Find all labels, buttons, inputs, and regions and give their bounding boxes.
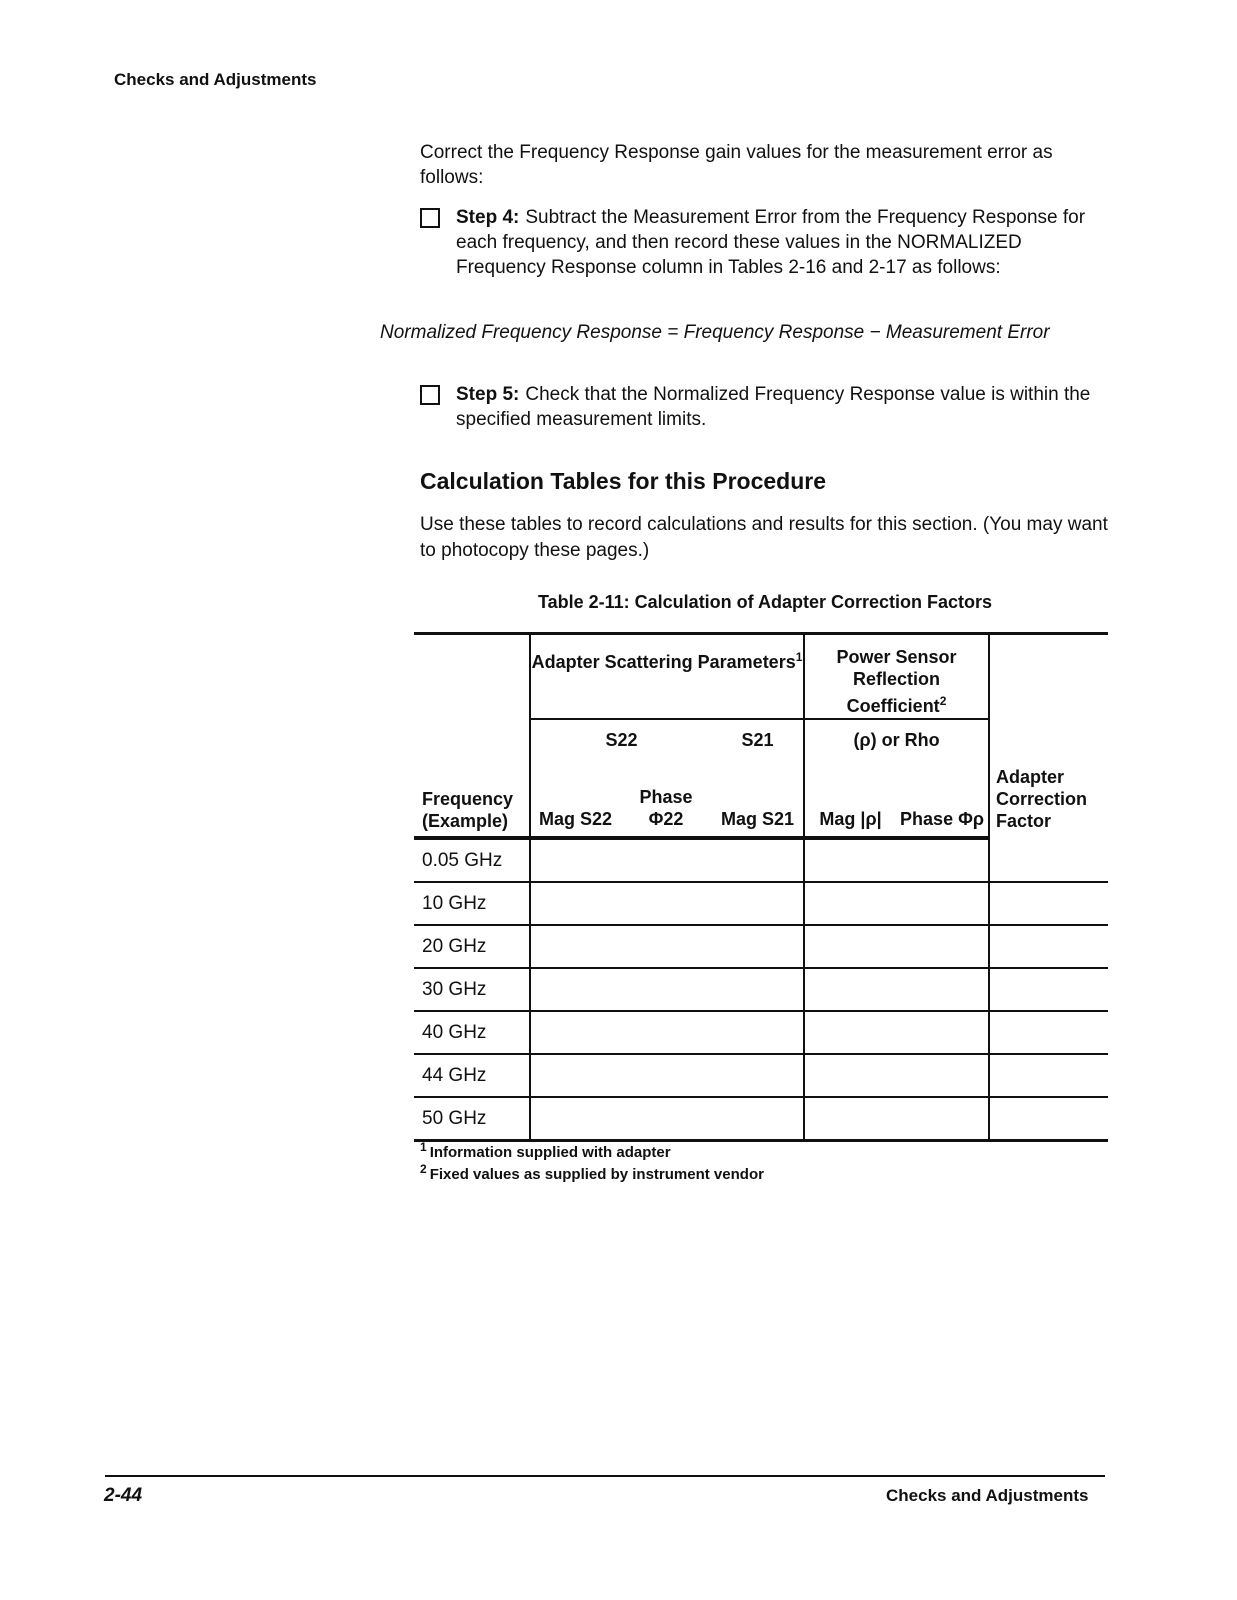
step-5 [420,382,1110,432]
col-mag-s22: Mag S22 [530,770,620,838]
step-5-label: Step 5: [456,384,520,405]
entry-cell[interactable] [989,882,1108,925]
table-caption: Table 2-11: Calculation of Adapter Correction Factors [537,592,993,612]
frequency-cell: 0.05 GHz [422,849,503,871]
step-4-label: Step 4: [456,207,520,228]
entry-cell[interactable] [804,1097,989,1141]
entry-cell[interactable] [989,1097,1108,1141]
frequency-cell: 30 GHz [414,968,530,1011]
table-row [414,1097,1108,1141]
col-mag-rho: Mag |ρ| [804,770,896,838]
entry-cell[interactable] [804,968,989,1011]
running-footer: Checks and Adjustments [886,1486,1089,1505]
entry-cell[interactable] [530,925,804,968]
step-4-text: Subtract the Measurement Error from the Frequency Response for each frequency, and then record these values in the NORMALIZED Frequency Response column in Tables 2-16 and 2-17 as follows: [456,207,1086,278]
normalization-formula: Normalized Frequency Response = Frequency Response − Measurement Error [380,322,1050,343]
entry-cell[interactable] [804,1011,989,1054]
table-row [414,1011,1108,1054]
entry-cell[interactable] [804,1054,989,1097]
frequency-cell: 10 GHz [414,882,530,925]
table-row [414,882,1108,925]
entry-cell[interactable] [989,925,1108,968]
frequency-cell: 50 GHz [414,1097,530,1141]
entry-cell[interactable] [804,838,989,882]
sub-s22-header: S22 [530,719,712,770]
entry-cell[interactable] [530,1011,804,1054]
entry-cell[interactable] [530,882,804,925]
frequency-cell: 20 GHz [414,925,530,968]
entry-cell[interactable] [530,968,804,1011]
col-frequency: Frequency (Example) [414,770,530,838]
table-row [414,1054,1108,1097]
table-row [414,968,1108,1011]
footer-rule [105,1475,1105,1477]
step-5-text: Check that the Normalized Frequency Response value is within the specified measurement limits. [456,384,1091,430]
sub-s21-header: S21 [712,719,804,770]
table-row [414,925,1108,968]
entry-cell[interactable] [804,882,989,925]
entry-cell[interactable] [989,1011,1108,1054]
step-4 [420,205,1110,280]
col-phase-22: Phase Φ22 [620,770,712,838]
running-header: Checks and Adjustments [114,70,317,89]
group-adapter-header: Adapter Scattering Parameters$^1$ [530,634,804,720]
page-number: 2-44 [104,1485,143,1506]
section-text: Use these tables to record calculations and results for this section. (You may want to photocopy these pages.) [420,514,1108,561]
frequency-cell: 40 GHz [414,1011,530,1054]
entry-cell[interactable] [989,968,1108,1011]
sub-rho-header: (ρ) or Rho [804,719,989,770]
step-5-checkbox[interactable] [420,385,440,405]
section-title: Calculation Tables for this Procedure [420,468,826,494]
entry-cell[interactable] [530,1097,804,1141]
col-mag-s21: Mag S21 [712,770,804,838]
entry-cell[interactable] [804,925,989,968]
frequency-cell: 44 GHz [414,1054,530,1097]
footnote-1: $^1$ Information supplied with adapter [420,1140,671,1161]
step-4-checkbox[interactable] [420,208,440,228]
entry-cell[interactable] [530,838,804,882]
adapter-correction-table [414,632,1108,1142]
entry-cell[interactable] [530,1054,804,1097]
entry-cell[interactable] [989,838,1108,882]
intro-paragraph: Correct the Frequency Response gain values for the measurement error as follows: [420,142,1053,188]
footnote-2: $^2$ Fixed values as supplied by instrument vendor [420,1162,764,1183]
col-phase-rho: Phase Φρ [896,770,989,838]
entry-cell[interactable] [989,1054,1108,1097]
col-adapter-correction-factor: Adapter Correction Factor [989,634,1108,839]
group-power-header: Power Sensor Reflection Coefficient$^2$ [804,634,989,720]
table-row [414,838,1108,882]
